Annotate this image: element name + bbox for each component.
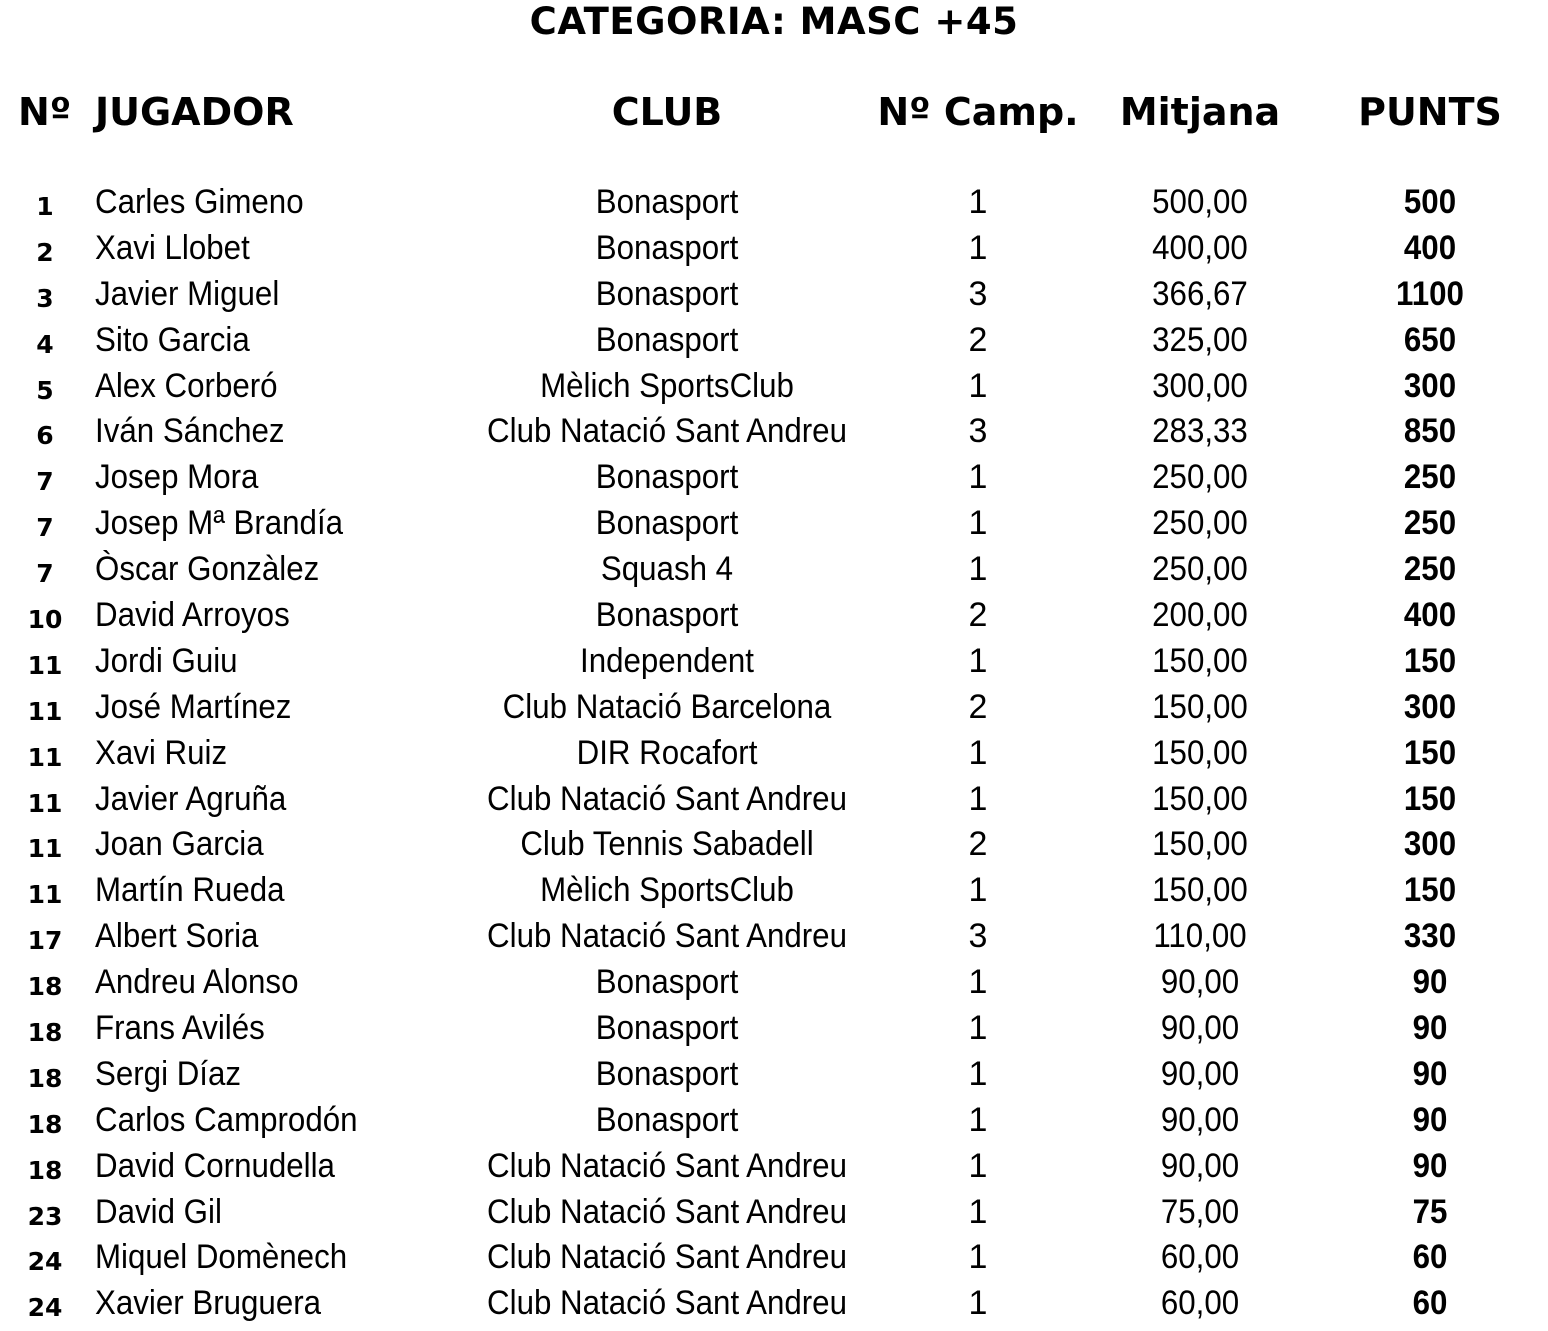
championships-cell: 1 — [968, 458, 988, 497]
player-name-cell: Joan Garcia — [95, 825, 264, 864]
championships-cell: 1 — [968, 228, 988, 267]
points-cell: 400 — [1403, 228, 1457, 267]
rank-cell: 18 — [27, 1109, 63, 1139]
average-cell: 90,00 — [1160, 1054, 1240, 1093]
table-row — [0, 731, 1548, 777]
player-name-cell: Sito Garcia — [95, 320, 250, 359]
ranking-table — [0, 180, 1548, 1327]
club-cell: Club Natació Sant Andreu — [487, 1284, 847, 1323]
rank-cell: 11 — [27, 788, 63, 818]
club-cell: Club Natació Sant Andreu — [487, 917, 847, 956]
player-name-cell: Jordi Guiu — [95, 641, 238, 680]
rank-cell: 7 — [36, 513, 54, 543]
club-cell: Club Tennis Sabadell — [520, 825, 814, 864]
club-cell: Bonasport — [595, 228, 739, 267]
points-cell: 250 — [1403, 550, 1457, 589]
club-cell: Club Natació Sant Andreu — [487, 1146, 847, 1185]
championships-cell: 1 — [968, 550, 988, 589]
table-row — [0, 685, 1548, 731]
club-cell: Bonasport — [595, 320, 739, 359]
club-cell: Mèlich SportsClub — [540, 871, 794, 910]
player-name-cell: Òscar Gonzàlez — [95, 550, 320, 589]
column-header-number: Nº — [18, 90, 72, 134]
rank-cell: 5 — [36, 375, 54, 405]
rank-cell: 18 — [27, 1155, 63, 1185]
points-cell: 90 — [1412, 1146, 1448, 1185]
club-cell: Bonasport — [595, 963, 739, 1002]
club-cell: Bonasport — [595, 1054, 739, 1093]
column-header-club: CLUB — [611, 90, 723, 134]
player-name-cell: Frans Avilés — [95, 1009, 265, 1048]
club-cell: Bonasport — [595, 596, 739, 635]
championships-cell: 1 — [968, 183, 988, 221]
average-cell: 200,00 — [1152, 596, 1248, 635]
points-cell: 60 — [1412, 1238, 1448, 1277]
club-cell: Squash 4 — [600, 550, 734, 589]
player-name-cell: Iván Sánchez — [95, 412, 285, 451]
rank-cell: 1 — [36, 192, 54, 221]
points-cell: 90 — [1412, 1100, 1448, 1139]
rank-cell: 11 — [27, 650, 63, 680]
points-cell: 90 — [1412, 1054, 1448, 1093]
player-name-cell: David Cornudella — [95, 1146, 335, 1185]
average-cell: 325,00 — [1152, 320, 1248, 359]
points-cell: 330 — [1403, 917, 1457, 956]
championships-cell: 1 — [968, 1009, 988, 1048]
championships-cell: 3 — [968, 274, 988, 313]
club-cell: Club Natació Sant Andreu — [487, 1238, 847, 1277]
average-cell: 283,33 — [1152, 412, 1248, 451]
average-cell: 90,00 — [1160, 1146, 1240, 1185]
championships-cell: 3 — [968, 917, 988, 956]
championships-cell: 1 — [968, 366, 988, 405]
average-cell: 90,00 — [1160, 963, 1240, 1002]
table-row — [0, 455, 1548, 501]
club-cell: Bonasport — [595, 1009, 739, 1048]
page-title: CATEGORIA: MASC +45 — [529, 0, 1019, 43]
rank-cell: 17 — [27, 926, 63, 956]
points-cell: 500 — [1403, 183, 1457, 221]
club-cell: Bonasport — [595, 183, 739, 221]
average-cell: 150,00 — [1152, 825, 1248, 864]
table-row — [0, 226, 1548, 272]
rank-cell: 2 — [36, 237, 54, 267]
average-cell: 150,00 — [1152, 871, 1248, 910]
points-cell: 850 — [1403, 412, 1457, 451]
club-cell: Bonasport — [595, 1100, 739, 1139]
points-cell: 300 — [1403, 825, 1457, 864]
table-row — [0, 960, 1548, 1006]
points-cell: 75 — [1412, 1192, 1448, 1231]
points-cell: 90 — [1412, 1009, 1448, 1048]
player-name-cell: Xavi Llobet — [95, 228, 250, 267]
rank-cell: 7 — [36, 559, 54, 589]
club-cell: Club Natació Sant Andreu — [487, 779, 847, 818]
table-row — [0, 822, 1548, 868]
average-cell: 110,00 — [1153, 917, 1247, 956]
player-name-cell: José Martínez — [95, 687, 292, 726]
average-cell: 250,00 — [1152, 458, 1248, 497]
championships-cell: 3 — [968, 412, 988, 451]
points-cell: 250 — [1403, 504, 1457, 543]
championships-cell: 2 — [968, 596, 988, 635]
average-cell: 150,00 — [1152, 779, 1248, 818]
average-cell: 150,00 — [1152, 687, 1248, 726]
player-name-cell: Josep Mª Brandía — [95, 504, 344, 543]
points-cell: 150 — [1403, 641, 1457, 680]
points-cell: 1100 — [1396, 274, 1464, 313]
championships-cell: 2 — [968, 320, 988, 359]
rank-cell: 11 — [27, 742, 63, 772]
player-name-cell: Josep Mora — [95, 458, 259, 497]
player-name-cell: Albert Soria — [95, 917, 259, 956]
rank-cell: 23 — [27, 1201, 63, 1231]
club-cell: Club Natació Sant Andreu — [487, 412, 847, 451]
player-name-cell: David Gil — [95, 1192, 222, 1231]
championships-cell: 1 — [968, 1284, 988, 1323]
championships-cell: 1 — [968, 871, 988, 910]
table-row — [0, 868, 1548, 914]
table-row — [0, 1281, 1548, 1327]
club-cell: Bonasport — [595, 458, 739, 497]
average-cell: 500,00 — [1152, 183, 1248, 221]
column-header-points: PUNTS — [1358, 90, 1502, 134]
player-name-cell: Andreu Alonso — [95, 963, 299, 1002]
table-row — [0, 1006, 1548, 1052]
player-name-cell: Javier Miguel — [95, 274, 280, 313]
points-cell: 650 — [1403, 320, 1457, 359]
average-cell: 150,00 — [1152, 733, 1248, 772]
rank-cell: 3 — [36, 283, 54, 313]
points-cell: 90 — [1412, 963, 1448, 1002]
average-cell: 90,00 — [1160, 1009, 1240, 1048]
player-name-cell: Carles Gimeno — [95, 183, 304, 221]
average-cell: 60,00 — [1160, 1284, 1240, 1323]
column-header-average: Mitjana — [1119, 90, 1281, 134]
club-cell: Bonasport — [595, 274, 739, 313]
rank-cell: 24 — [27, 1247, 63, 1277]
table-row — [0, 501, 1548, 547]
table-row — [0, 547, 1548, 593]
championships-cell: 2 — [968, 825, 988, 864]
table-row — [0, 1190, 1548, 1236]
rank-cell: 11 — [27, 880, 63, 910]
average-cell: 300,00 — [1152, 366, 1248, 405]
points-cell: 300 — [1403, 366, 1457, 405]
championships-cell: 1 — [968, 1054, 988, 1093]
average-cell: 400,00 — [1152, 228, 1248, 267]
points-cell: 150 — [1403, 733, 1457, 772]
points-cell: 60 — [1412, 1284, 1448, 1323]
table-row — [0, 364, 1548, 410]
rank-cell: 10 — [27, 605, 63, 635]
championships-cell: 1 — [968, 641, 988, 680]
championships-cell: 1 — [968, 1146, 988, 1185]
average-cell: 150,00 — [1152, 641, 1248, 680]
rank-cell: 11 — [27, 834, 63, 864]
points-cell: 400 — [1403, 596, 1457, 635]
points-cell: 150 — [1403, 779, 1457, 818]
table-row — [0, 1098, 1548, 1144]
championships-cell: 1 — [968, 504, 988, 543]
rank-cell: 24 — [27, 1293, 63, 1323]
club-cell: Bonasport — [595, 504, 739, 543]
table-row — [0, 1144, 1548, 1190]
table-row — [0, 1052, 1548, 1098]
table-row — [0, 1235, 1548, 1281]
table-row — [0, 777, 1548, 823]
average-cell: 60,00 — [1160, 1238, 1240, 1277]
points-cell: 250 — [1403, 458, 1457, 497]
club-cell: Club Natació Barcelona — [502, 687, 832, 726]
points-cell: 300 — [1403, 687, 1457, 726]
rank-cell: 18 — [27, 972, 63, 1002]
rank-cell: 18 — [27, 1018, 63, 1048]
points-cell: 150 — [1403, 871, 1457, 910]
championships-cell: 1 — [968, 1192, 988, 1231]
average-cell: 250,00 — [1152, 550, 1248, 589]
player-name-cell: Sergi Díaz — [95, 1054, 242, 1093]
player-name-cell: Xavier Bruguera — [95, 1284, 322, 1323]
club-cell: DIR Rocafort — [576, 733, 758, 772]
club-cell: Mèlich SportsClub — [540, 366, 794, 405]
table-row — [0, 318, 1548, 364]
championships-cell: 2 — [968, 687, 988, 726]
average-cell: 366,67 — [1152, 274, 1248, 313]
championships-cell: 1 — [968, 733, 988, 772]
table-row — [0, 409, 1548, 455]
player-name-cell: Xavi Ruiz — [95, 733, 228, 772]
table-row — [0, 914, 1548, 960]
average-cell: 75,00 — [1160, 1192, 1240, 1231]
column-header-player: JUGADOR — [95, 90, 294, 134]
rank-cell: 4 — [36, 329, 54, 359]
club-cell: Independent — [580, 641, 754, 680]
player-name-cell: Alex Corberó — [95, 366, 278, 405]
player-name-cell: Miquel Domènech — [95, 1238, 348, 1277]
player-name-cell: Martín Rueda — [95, 871, 285, 910]
table-row — [0, 272, 1548, 318]
rank-cell: 7 — [36, 467, 54, 497]
player-name-cell: Carlos Camprodón — [95, 1100, 358, 1139]
player-name-cell: David Arroyos — [95, 596, 290, 635]
rank-cell: 18 — [27, 1063, 63, 1093]
average-cell: 90,00 — [1160, 1100, 1240, 1139]
championships-cell: 1 — [968, 1238, 988, 1277]
championships-cell: 1 — [968, 963, 988, 1002]
rank-cell: 11 — [27, 696, 63, 726]
championships-cell: 1 — [968, 779, 988, 818]
table-row — [0, 593, 1548, 639]
rank-cell: 6 — [36, 421, 54, 451]
club-cell: Club Natació Sant Andreu — [487, 1192, 847, 1231]
column-header-championships: Nº Camp. — [877, 90, 1079, 134]
table-row — [0, 180, 1548, 226]
average-cell: 250,00 — [1152, 504, 1248, 543]
player-name-cell: Javier Agruña — [95, 779, 287, 818]
table-row — [0, 639, 1548, 685]
championships-cell: 1 — [968, 1100, 988, 1139]
